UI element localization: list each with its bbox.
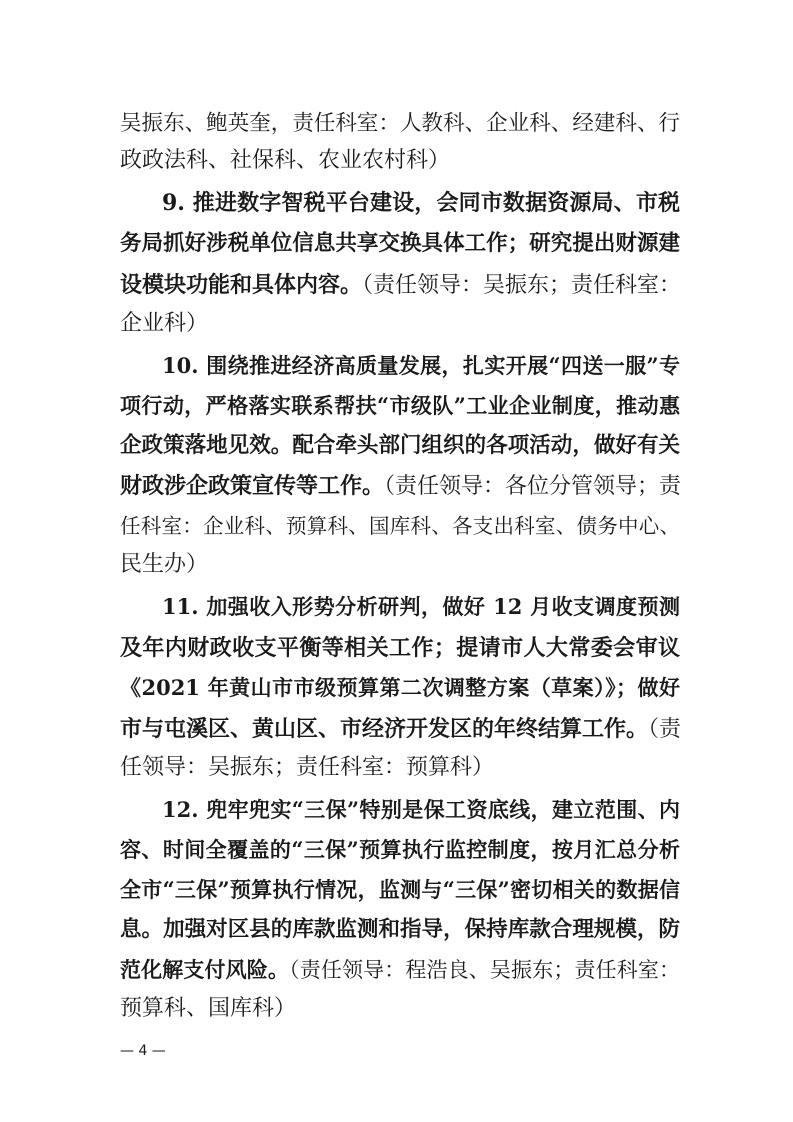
text-run: 9. 推进数字智税平台建设，会同市数据资源局、市税 (162, 190, 680, 216)
text-line (120, 310, 680, 338)
text-line (120, 836, 680, 864)
text-run: 《2021 年黄山市市级预算第二次调整方案（草案）》；做好 (120, 675, 680, 700)
text-line (120, 110, 680, 138)
text-run: 务局抓好涉税单位信息共享交换具体工作；研究提出财源建 (120, 231, 680, 256)
text-line (120, 230, 680, 258)
text-line (120, 916, 680, 944)
text-run: 任科室：企业科、预算科、国库科、各支出科室、债务中心、 (120, 514, 680, 538)
text-run: 任领导：吴振东；责任科室：预算科） (120, 755, 495, 780)
text-line (120, 432, 680, 460)
text-run: 吴振东、鲍英奎，责任科室：人教科、企业科、经建科、行 (120, 111, 680, 136)
text-line (120, 715, 680, 744)
text-run: 预算科、国库科） (120, 996, 297, 1021)
page-number: — 4 — (120, 1043, 166, 1059)
text-run: 息。加强对区县的库款监测和指导，保持库款合理规模，防 (120, 917, 680, 942)
text-run: （责任领导：程浩良、吴振东；责任科室： (289, 958, 680, 982)
text-line (120, 634, 680, 662)
text-run: 容、时间全覆盖的“三保”预算执行监控制度，按月汇总分析 (120, 837, 680, 862)
text-line (120, 956, 680, 984)
text-run-bold: 范化解支付风险。 (120, 957, 290, 982)
text-run-bold: 财政涉企政策宣传等工作。 (120, 473, 385, 499)
text-line (120, 754, 680, 782)
text-line (120, 271, 680, 300)
item-10-heading-line (162, 352, 680, 380)
text-run: 政政法科、社保科、农业农村科） (120, 148, 451, 173)
text-run-bold: 市与屯溪区、黄山区、市经济开发区的年终结算工作。 (120, 716, 649, 742)
text-line (120, 674, 680, 702)
text-run: 项行动，严格落实联系帮扶“市级队”工业企业制度，推动惠 (120, 393, 680, 418)
text-run: （责任领导：吴振东；责任科室： (362, 273, 682, 298)
text-run: 及年内财政收支平衡等相关工作；提请市人大常委会审议 (120, 635, 680, 661)
text-line (120, 472, 680, 501)
item-9-heading-line (162, 189, 680, 217)
text-run: 企政策落地见效。配合牵头部门组织的各项活动，做好有关 (120, 433, 680, 458)
text-run: 12. 兜牢兜实“三保”特别是保工资底线，建立范围、内 (162, 797, 680, 822)
text-line (120, 392, 680, 420)
text-run-bold: 设模块功能和具体内容。 (120, 272, 363, 298)
item-12-heading-line (162, 796, 680, 824)
text-line (120, 551, 680, 579)
text-run: 11. 加强收入形势分析研判，做好 12 月收支调度预测 (162, 594, 680, 619)
text-run: 全市“三保”预算执行情况，监测与“三保”密切相关的数据信 (120, 877, 680, 902)
text-line (120, 876, 680, 904)
text-run: 10. 围绕推进经济高质量发展，扎实开展“四送一服”专 (162, 353, 680, 378)
text-line (120, 512, 680, 540)
text-run: 民生办） (120, 552, 209, 577)
text-run: 企业科） (120, 311, 209, 336)
item-11-heading-line (162, 593, 680, 621)
text-run: （责任领导：各位分管领导；责 (384, 474, 682, 499)
text-line (120, 147, 680, 175)
text-run: （责 (648, 717, 682, 742)
text-line (120, 995, 680, 1023)
